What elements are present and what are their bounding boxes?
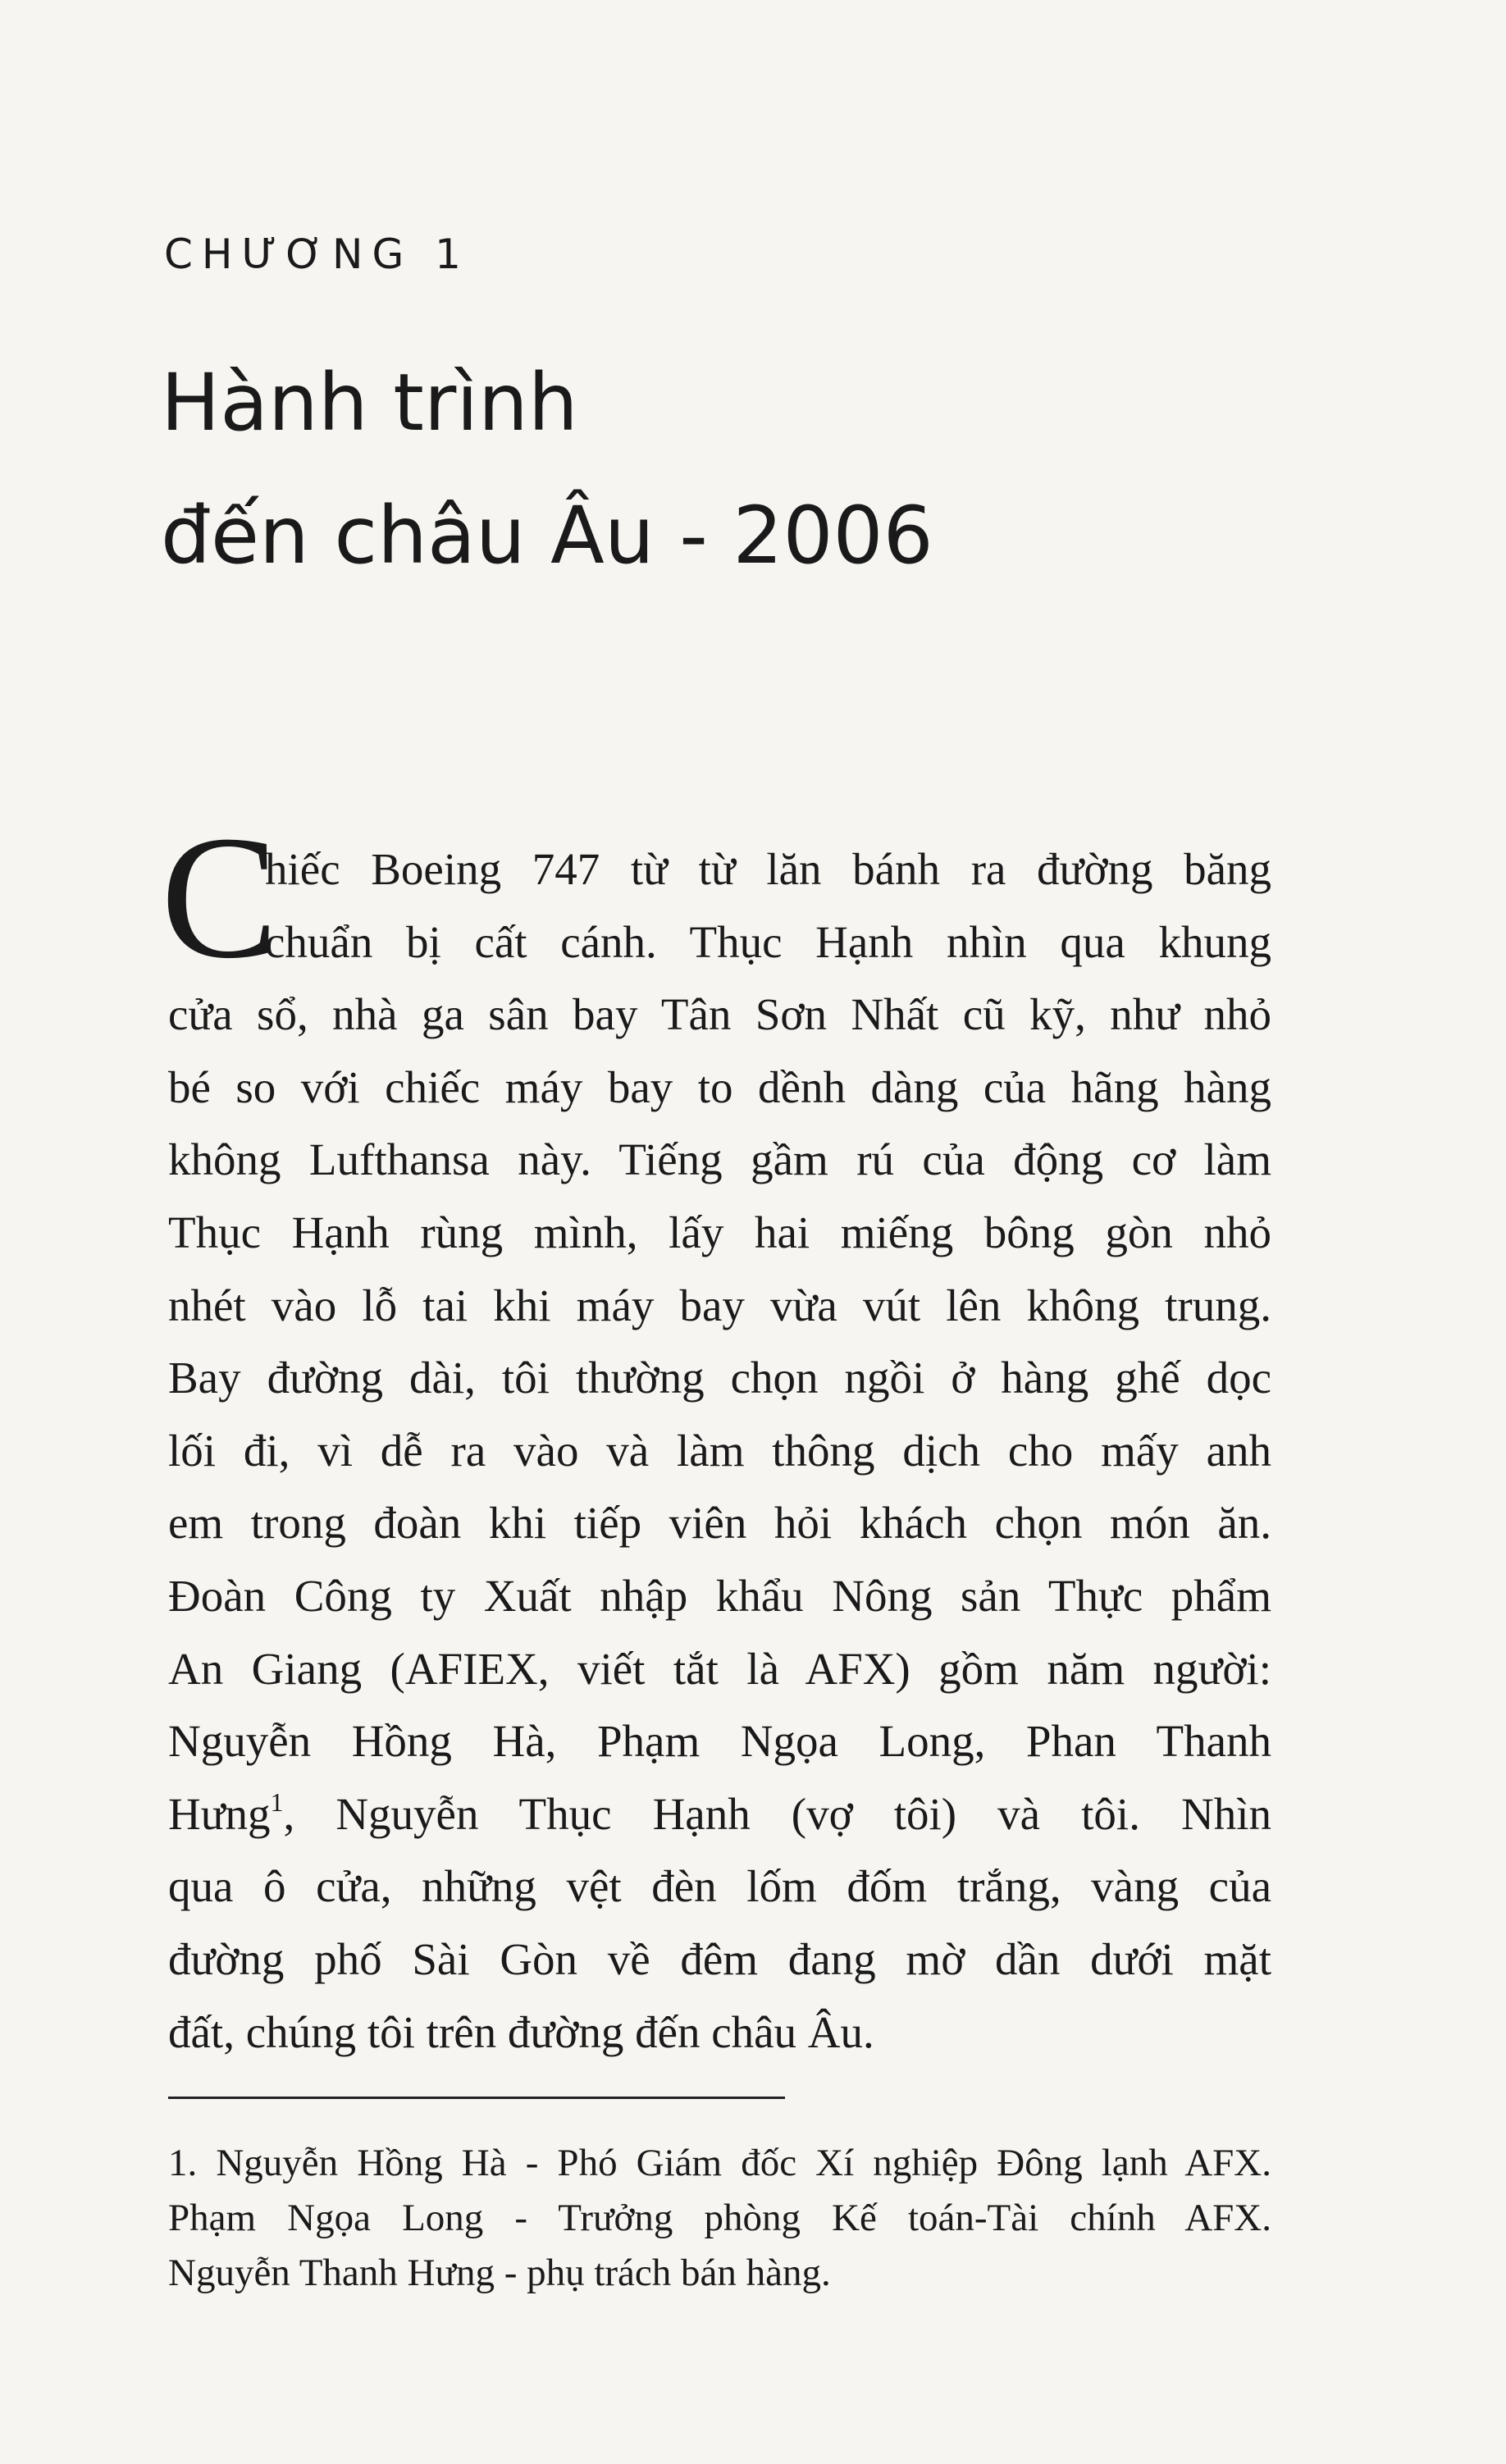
- paragraph-line: Nguyễn Hồng Hà, Phạm Ngọa Long, Phan Thanh: [168, 1716, 1271, 1767]
- footnote-line: Phạm Ngọa Long - Trưởng phòng Kế toán-Tài chính AFX.: [168, 2197, 1271, 2239]
- paragraph-line: chuẩn bị cất cánh. Thục Hạnh nhìn qua khung: [265, 916, 1271, 967]
- chapter-title: [161, 336, 933, 602]
- paragraph-line: qua ô cửa, những vệt đèn lốm đốm trắng, vàng của: [168, 1861, 1271, 1912]
- paragraph-line: không Lufthansa này. Tiếng gầm rú của động cơ làm: [168, 1134, 1271, 1185]
- paragraph-text: Hưng: [168, 1788, 271, 1839]
- paragraph-line: hiếc Boeing 747 từ từ lăn bánh ra đường băng: [265, 844, 1271, 894]
- chapter-title-line: đến châu Âu - 2006: [161, 490, 933, 582]
- paragraph-line: lối đi, vì dễ ra vào và làm thông dịch cho mấy anh: [168, 1425, 1271, 1476]
- drop-cap: C: [161, 799, 279, 995]
- footnote-divider: [168, 2097, 785, 2099]
- paragraph-line: [168, 1778, 1271, 1851]
- paragraph-line: An Giang (AFIEX, viết tắt là AFX) gồm năm người:: [168, 1643, 1271, 1694]
- paragraph-line: bé so với chiếc máy bay to dềnh dàng của hãng hàng: [168, 1061, 1271, 1112]
- paragraph-line: đường phố Sài Gòn về đêm đang mờ dần dưới mặt: [168, 1933, 1271, 1984]
- footnote-line: Nguyễn Thanh Hưng - phụ trách bán hàng.: [168, 2252, 831, 2294]
- paragraph-text: , Nguyễn Thục Hạnh (vợ tôi) và tôi. Nhìn: [283, 1788, 1271, 1839]
- chapter-label: CHƯƠNG 1: [164, 230, 470, 278]
- chapter-title-line: Hành trình: [161, 357, 578, 449]
- footnote-line: 1. Nguyễn Hồng Hà - Phó Giám đốc Xí nghiệp Đông lạnh AFX.: [168, 2142, 1271, 2184]
- paragraph-line: Bay đường dài, tôi thường chọn ngồi ở hàng ghế dọc: [168, 1353, 1271, 1403]
- footnote: [168, 2136, 1271, 2301]
- paragraph-line: Thục Hạnh rùng mình, lấy hai miếng bông gòn nhỏ: [168, 1207, 1271, 1257]
- paragraph-line: nhét vào lỗ tai khi máy bay vừa vút lên không trung.: [168, 1280, 1271, 1330]
- paragraph-line: cửa sổ, nhà ga sân bay Tân Sơn Nhất cũ kỹ, như nhỏ: [168, 989, 1271, 1040]
- paragraph-line: Đoàn Công ty Xuất nhập khẩu Nông sản Thực phẩm: [168, 1570, 1271, 1621]
- paragraph-line: đất, chúng tôi trên đường đến châu Âu.: [168, 2006, 874, 2057]
- footnote-reference[interactable]: 1: [270, 1786, 284, 1817]
- body-paragraph: [168, 833, 1271, 2069]
- paragraph-line: em trong đoàn khi tiếp viên hỏi khách chọn món ăn.: [168, 1498, 1271, 1549]
